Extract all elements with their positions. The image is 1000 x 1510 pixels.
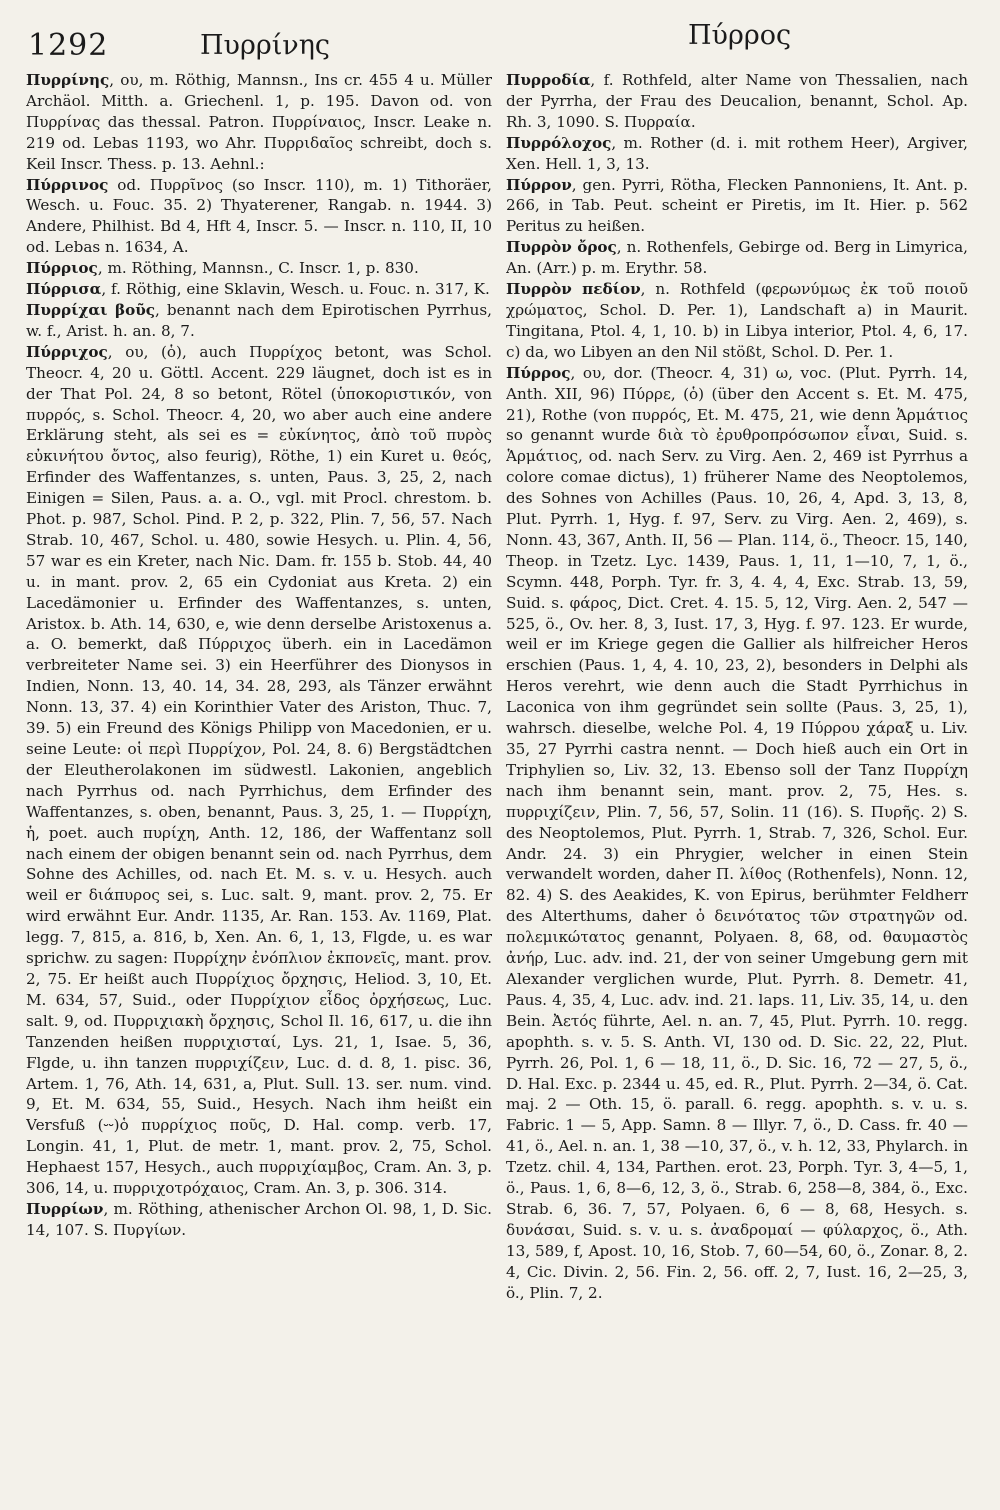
right-column <box>506 70 968 1506</box>
entry-headword: Πύρριχος <box>26 342 108 361</box>
entry-headword: Πυρροδία <box>506 71 591 89</box>
entry-text: , ου, m. Röthig, Mannsn., Ins cr. 455 4 u. Müller Archäol. Mitth. a. Griechenl. 1, p. 195. Davon od. von Πυρρίνας das thessal. Patron. Πυρρίναιος, Inscr. Leake n. 219 od. Lebas 1193, wo Ahr. Πυρριδαῖος schreibt, doch s. Keil Inscr. Thess. p. 13. Aehnl.: <box>26 71 492 173</box>
dictionary-entry <box>506 237 968 279</box>
entry-text: od. Πυρρῖνος (so Inscr. 110), m. 1) Tithoräer, Wesch. u. Fouc. 35. 2) Thyaterener, Rangab. n. 1944. 3) Andere, Philhist. Bd 4, Hft 4, Inscr. 5. — Inscr. n. 110, II, 10 od. Lebas n. 1634, A. <box>26 175 492 257</box>
entry-headword: Πύρρον <box>506 175 572 194</box>
dictionary-entry <box>506 133 968 175</box>
dictionary-entry <box>26 70 492 175</box>
dictionary-entry <box>26 175 492 259</box>
dictionary-entry <box>506 363 968 1304</box>
running-head-right: Πύρρος <box>688 20 792 51</box>
dictionary-entry <box>26 300 492 342</box>
entry-text: , f. Röthig, eine Sklavin, Wesch. u. Fouc. n. 317, K. <box>101 280 490 299</box>
entry-headword: Πυρρὸν ὄρος <box>506 238 617 257</box>
entry-text: , m. Rother (d. i. mit rothem Heer), Argiver, Xen. Hell. 1, 3, 13. <box>506 133 968 173</box>
entry-text: , benannt nach dem Epirotischen Pyrrhus, w. f., Arist. h. an. 8, 7. <box>26 300 492 340</box>
entry-text: , gen. Pyrri, Rötha, Flecken Pannoniens, It. Ant. p. 266, in Tab. Peut. scheint er Piretis, im It. Hier. p. 562 Peritus zu heißen. <box>506 175 968 236</box>
entry-headword: Πύρρος <box>506 363 571 382</box>
entry-headword: Πυρρίχαι βοῦς <box>26 300 155 319</box>
entry-headword: Πυρρίων <box>26 1199 104 1218</box>
dictionary-entry <box>506 279 968 363</box>
page-number: 1292 <box>28 28 109 63</box>
dictionary-entry <box>26 258 492 279</box>
dictionary-entry <box>506 175 968 238</box>
entry-headword: Πύρρινος <box>26 175 109 194</box>
entry-headword: Πύρρισα <box>26 280 102 299</box>
entry-headword: Πύρριος <box>26 259 98 278</box>
running-head-left: Πυρρίνης <box>200 30 331 61</box>
entry-text: , ου, (ὁ), auch Πυρρίχος betont, was Schol. Theocr. 4, 20 u. Göttl. Accent. 229 läugnet, doch ist es in der That Pol. 24, 8 so betont, Rötel (ὑποκοριστικόν, von πυρρός, s. Schol. Theocr. 4, 20, wo aber auch eine andere Erklärung steht, als sei es = εὐκίνητος, ἀπὸ τοῦ πυρὸς εὐκινήτου ὄντος, also feurig), Röthe, 1) ein Kuret u. θεός, Erfinder des Waffentanzes, s. unten, Paus. 3, 25, 2, nach Einigen = Silen, Paus. a. a. O., vgl. mit Procl. chrestom. b. Phot. p. 987, Schol. Pind. P. 2, p. 322, Plin. 7, 56, 57. Nach Strab. 10, 467, Schol. u. 480, sowie Hesych. u. Plin. 4, 56, 57 war es ein Kreter, nach Nic. Dam. fr. 155 b. Stob. 44, 40 u. in mant. prov. 2, 65 ein Cydoniat aus Kreta. 2) ein Lacedämonier u. Erfinder des Waffentanzes, s. unten, Aristox. b. Ath. 14, 630, e, wie denn derselbe Aristoxenus a. a. O. bemerkt, daß Πύρριχος überh. ein in Lacedämon verbreiteter Name sei. 3) ein Heerführer des Dionysos in Indien, Nonn. 13, 40. 14, 34. 28, 293, als Tänzer erwähnt Nonn. 13, 37. 4) ein Korinthier Vater des Ariston, Thuc. 7, 39. 5) ein Freund des Königs Philipp von Macedonien, er u. seine Leute: οἱ περὶ Πυρρίχον, Pol. 24, 8. 6) Bergstädtchen der Eleutherolakonen im südwestl. Lakonien, angeblich nach Pyrrhus od. nach Pyrrhichus, dem Erfinder des Waffentanzes, s. oben, benannt, Paus. 3, 25, 1. — Πυρρίχη, ἡ, poet. auch πυρίχη, Anth. 12, 186, der Waffentanz soll nach einem der obigen benannt sein od. nach Pyrrhus, dem Sohne des Achilles, od. nach Et. M. s. v. u. Hesych. auch weil er διάπυρος sei, s. Luc. salt. 9, mant. prov. 2, 75. Er wird erwähnt Eur. Andr. 1135, Ar. Ran. 153. Av. 1169, Plat. legg. 7, 815, a. 816, b, Xen. An. 6, 1, 13, Flgde, u. es war sprichw. zu sagen: Πυρρίχην ἐνόπλιον ἐκπονεῖς, mant. prov. 2, 75. Er heißt auch Πυρρίχιος ὄρχησις, Heliod. 3, 10, Et. M. 634, 57, Suid., oder Πυρρίχιον εἶδος ὀρχήσεως, Luc. salt. 9, od. Πυρριχιακὴ ὄρχησις, Schol Il. 16, 617, u. die ihn Tanzenden heißen πυρριχισταί, Lys. 21, 1, Isae. 5, 36, Flgde, u. ihn tanzen πυρριχίζειν, Luc. d. d. 8, 1. pisc. 36, Artem. 1, 76, Ath. 14, 631, a, Plut. Sull. 13. ser. num. vind. 9, Et. M. 634, 55, Suid., Hesych. Nach ihm heißt ein Versfuß (⏑⏑)ὁ πυρρίχιος ποῦς, D. Hal. comp. verb. 17, Longin. 41, 1, Plut. de metr. 1, mant. prov. 2, 75, Schol. Hephaest 157, Hesych., auch πυρριχίαμβος, Cram. An. 3, p. 306, 14, u. πυρριχοτρόχαιος, Cram. An. 3, p. 306. 314. <box>26 342 492 1198</box>
entry-text: , ου, dor. (Theocr. 4, 31) ω, voc. (Plut. Pyrrh. 14, Anth. XII, 96) Πύρρε, (ὁ) (über den Accent s. Et. M. 475, 21), Rothe (von πυρρός, Et. M. 475, 21, wie denn Ἁρμάτιος so genannt wurde διὰ τὸ ἐρυθροπρόσωπον εἶναι, Suid. s. Ἁρμάτιος, od. nach Serv. zu Virg. Aen. 2, 469 ist Pyrrhus a colore comae dictus), 1) früherer Name des Neoptolemos, des Sohnes von Achilles (Paus. 10, 26, 4, Apd. 3, 13, 8, Plut. Pyrrh. 1, Hyg. f. 97, Serv. zu Virg. Aen. 2, 469), s. Nonn. 43, 367, Anth. II, 56 — Plan. 114, ö., Theocr. 15, 140, Theop. in Tzetz. Lyc. 1439, Paus. 1, 11, 1—10, 7, 1, ö., Scymn. 448, Porph. Tyr. fr. 3, 4. 4, 4, Exc. Strab. 13, 59, Suid. s. φάρος, Dict. Cret. 4. 15. 5, 12, Virg. Aen. 2, 547 — 525, ö., Ov. her. 8, 3, Iust. 17, 3, Hyg. f. 97. 123. Er wurde, weil er im Kriege gegen die Gallier als hilfreicher Heros erschien (Paus. 1, 4, 4. 10, 23, 2), besonders in Delphi als Heros verehrt, wie denn auch die Stadt Pyrrhichus in Laconica von ihm gegründet sein sollte (Paus. 3, 25, 1), wahrsch. dieselbe, welche Pol. 4, 19 Πύρρου χάραξ u. Liv. 35, 27 Pyrrhi castra nennt. — Doch hieß auch ein Ort in Triphylien so, Liv. 32, 13. Ebenso soll der Tanz Πυρρίχη nach ihm benannt sein, mant. prov. 2, 75, Hes. s. πυρριχίζειν, Plin. 7, 56, 57, Solin. 11 (16). S. Πυρῆς. 2) S. des Neoptolemos, Plut. Pyrrh. 1, Strab. 7, 326, Schol. Eur. Andr. 24. 3) ein Phrygier, welcher in einen Stein verwandelt worden, daher Π. λίθος (Rothenfels), Nonn. 12, 82. 4) S. des Aeakides, K. von Epirus, berühmter Feldherr des Alterthums, daher ὁ δεινότατος τῶν στρατηγῶν od. πολεμικώτατος genannt, Polyaen. 8, 68, od. θαυμαστὸς ἀνήρ, Luc. adv. ind. 21, der von seiner Umgebung gern mit Alexander verglichen wurde, Plut. Pyrrh. 8. Demetr. 41, Paus. 4, 35, 4, Luc. adv. ind. 21. laps. 11, Liv. 35, 14, u. den Bein. Ἀετός führte, Ael. n. an. 7, 45, Plut. Pyrrh. 10. regg. apophth. s. v. 5. S. Anth. VI, 130 od. D. Sic. 22, 22, Plut. Pyrrh. 26, Pol. 1, 6 — 18, 11, ö., D. Sic. 16, 72 — 27, 5, ö., D. Hal. Exc. p. 2344 u. 45, ed. R., Plut. Pyrrh. 2—34, ö. Cat. maj. 2 — Oth. 15, ö. parall. 6. regg. apophth. s. v. u. s. Fabric. 1 — 5, App. Samn. 8 — Illyr. 7, ö., D. Cass. fr. 40 — 41, ö., Ael. n. an. 1, 38 —10, 37, ö., v. h. 12, 33, Phylarch. in Tzetz. chil. 4, 134, Parthen. erot. 23, Porph. Tyr. 3, 4—5, 1, ö., Paus. 1, 6, 8—6, 12, 3, ö., Strab. 6, 258—8, 384, ö., Exc. Strab. 6, 36. 7, 57, Polyaen. 6, 6 — 8, 68, Hesych. s. δυνάσαι, Suid. s. v. u. s. ἀναδρομαί — φύλαρχος, ö., Ath. 13, 589, f, Apost. 10, 16, Stob. 7, 60—54, 60, ö., Zonar. 8, 2. 4, Cic. Divin. 2, 56. Fin. 2, 56. off. 2, 7, Iust. 16, 2—25, 3, ö., Plin. 7, 2. <box>506 363 968 1302</box>
page-header <box>0 18 1000 68</box>
entry-headword: Πυρρόλοχος <box>506 133 612 152</box>
dictionary-entry <box>26 1199 492 1241</box>
entry-text: , f. Rothfeld, alter Name von Thessalien, nach der Pyrrha, der Frau des Deucalion, benannt, Schol. Ap. Rh. 3, 1090. S. Πυρραία. <box>506 71 968 131</box>
dictionary-entry <box>506 70 968 133</box>
dictionary-entry <box>26 342 492 1199</box>
entry-headword: Πυρρίνης <box>26 71 110 89</box>
entry-text: , m. Röthing, athenischer Archon Ol. 98, 1, D. Sic. 14, 107. S. Πυργίων. <box>26 1199 492 1239</box>
entry-text: , n. Rothfeld (φερωνύμως ἐκ τοῦ ποιοῦ χρώματος, Schol. D. Per. 1), Landschaft a) in Maurit. Tingitana, Ptol. 4, 1, 10. b) in Libya interior, Ptol. 4, 6, 17. c) da, wo Libyen an den Nil stößt, Schol. D. Per. 1. <box>506 280 968 361</box>
dictionary-entry <box>26 279 492 300</box>
entry-text: , n. Rothenfels, Gebirge od. Berg in Limyrica, An. (Arr.) p. m. Erythr. 58. <box>506 238 968 278</box>
entry-text: , m. Röthing, Mannsn., C. Inscr. 1, p. 830. <box>97 259 419 278</box>
left-column <box>26 70 492 1506</box>
entry-headword: Πυρρὸν πεδίον <box>506 280 641 299</box>
